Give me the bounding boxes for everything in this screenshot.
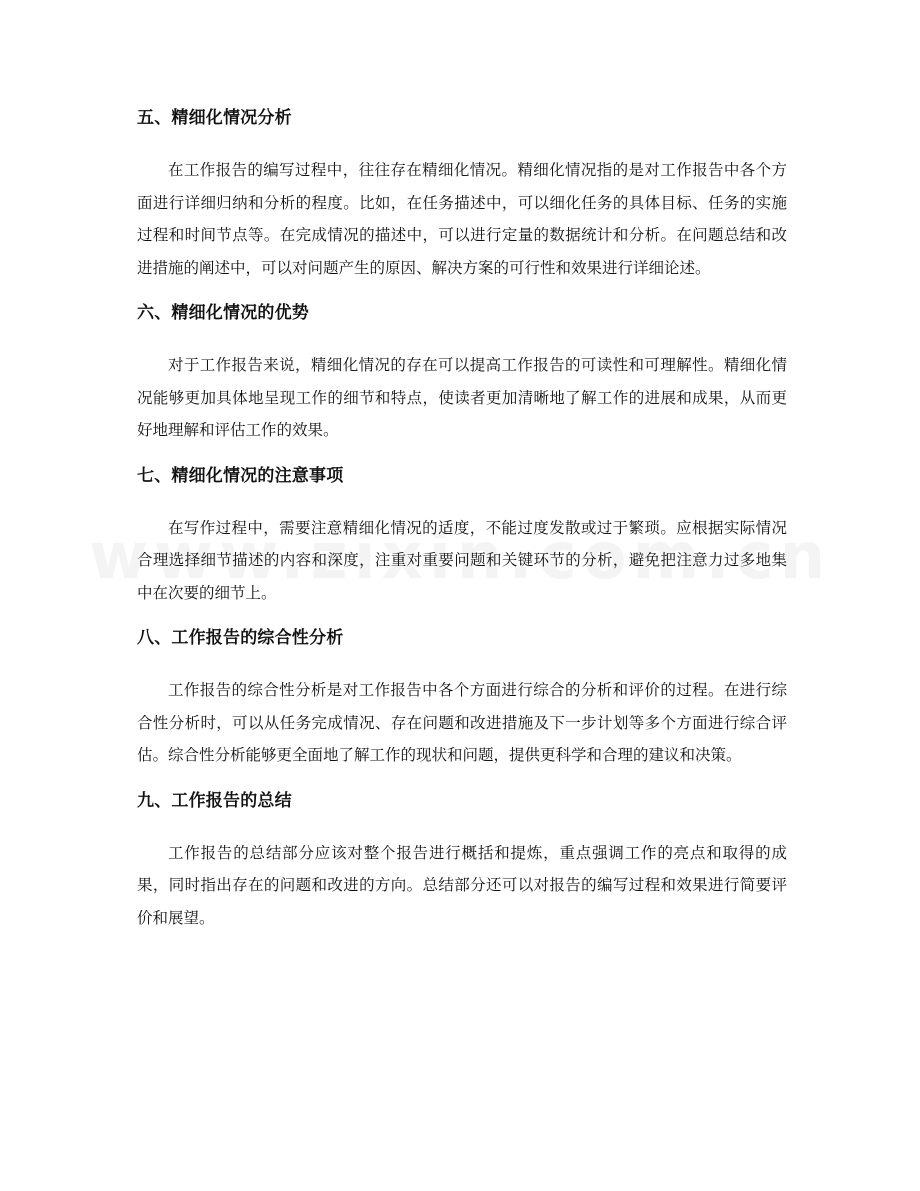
section-7: [137, 462, 787, 610]
section-paragraph: 工作报告的综合性分析是对工作报告中各个方面进行综合的分析和评价的过程。在进行综合性分析时，可以从任务完成情况、存在问题和改进措施及下一步计划等多个方面进行综合评估。综合性分析能够更全面地了解工作的现状和问题，提供更科学和合理的建议和决策。: [137, 681, 787, 764]
section-paragraph: 工作报告的总结部分应该对整个报告进行概括和提炼，重点强调工作的亮点和取得的成果，同时指出存在的问题和改进的方向。总结部分还可以对报告的编写过程和效果进行简要评价和展望。: [137, 843, 787, 927]
section-6: [137, 299, 787, 447]
document-body: [137, 104, 787, 948]
section-paragraph: 对于工作报告来说，精细化情况的存在可以提高工作报告的可读性和可理解性。精细化情况能够更加具体地呈现工作的细节和特点，使读者更加清晰地了解工作的进展和成果，从而更好地理解和评估工作的效果。: [137, 356, 787, 439]
section-heading: 八、工作报告的综合性分析: [137, 628, 344, 648]
section-5: [137, 104, 787, 284]
section-9: [137, 787, 787, 935]
section-heading: 七、精细化情况的注意事项: [137, 465, 344, 486]
section-heading: 六、精细化情况的优势: [137, 303, 309, 323]
section-paragraph: 在写作过程中，需要注意精细化情况的适度，不能过度发散或过于繁琐。应根据实际情况合理选择细节描述的内容和深度，注重对重要问题和关键环节的分析，避免把注意力过多地集中在次要的细节上。: [137, 518, 787, 602]
section-8: [137, 624, 787, 772]
section-heading: 九、工作报告的总结: [137, 790, 292, 811]
section-heading: 五、精细化情况分析: [137, 108, 292, 128]
section-paragraph: 在工作报告的编写过程中，往往存在精细化情况。精细化情况指的是对工作报告中各个方面进行详细归纳和分析的程度。比如，在任务描述中，可以细化任务的具体目标、任务的实施过程和时间节点等。在完成情况的描述中，可以进行定量的数据统计和分析。在问题总结和改进措施的阐述中，可以对问题产生的原因、解决方案的可行性和效果进行详细论述。: [137, 161, 787, 277]
